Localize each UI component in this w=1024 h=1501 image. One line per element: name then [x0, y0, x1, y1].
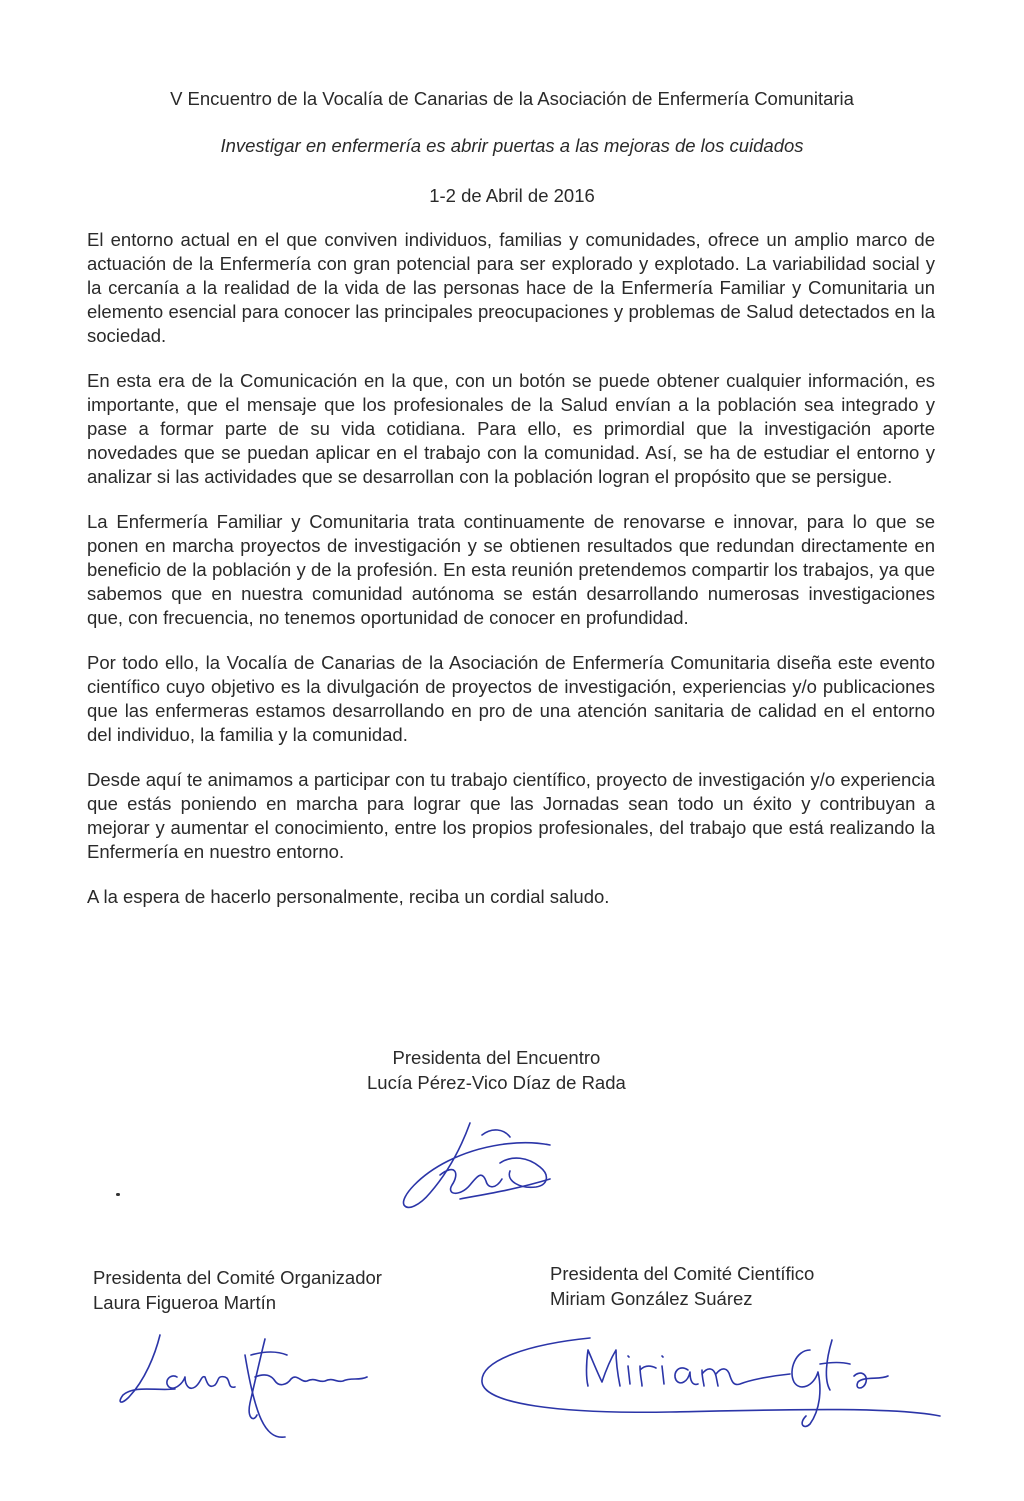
signature-president [400, 1115, 570, 1215]
signature-scientific [470, 1320, 950, 1435]
stray-mark [116, 1193, 120, 1196]
paragraph: Por todo ello, la Vocalía de Canarias de la Asociación de Enfermería Comunitaria diseña este evento científico cuyo objetivo es la divulgación de proyectos de investigación, experiencias y/o publicaciones que las enfermeras estamos desarrollando en pro de una atención sanitaria de calidad en el entorno del individuo, la familia y la comunidad. [87, 652, 935, 745]
letter-body [87, 228, 935, 930]
closing-line: A la espera de hacerlo personalmente, reciba un cordial saludo. [87, 886, 610, 907]
signature-block-scientific [550, 1261, 814, 1311]
event-subtitle: Investigar en enfermería es abrir puertas a las mejoras de los cuidados [220, 135, 804, 156]
signer-role: Presidenta del Encuentro [392, 1047, 601, 1068]
signer-role: Presidenta del Comité Científico [550, 1263, 815, 1284]
paragraph: Desde aquí te animamos a participar con tu trabajo científico, proyecto de investigación y/o experiencia que estás poniendo en marcha para lograr que las Jornadas sean todo un éxito y contribuyan a mejorar y aumentar el conocimiento, entre los propios profesionales, del trabajo que está realizando la Enfermería en nuestro entorno. [87, 769, 935, 862]
signature-block-organizing [93, 1265, 382, 1315]
paragraph: La Enfermería Familiar y Comunitaria trata continuamente de renovarse e innovar, para lo que se ponen en marcha proyectos de investigación y se obtienen resultados que redundan directamente en beneficio de la población y de la profesión. En esta reunión pretendemos compartir los trabajos, ya que sabemos que en nuestra comunidad autónoma se están desarrollando numerosas investigaciones que, con frecuencia, no tenemos oportunidad de conocer en profundidad. [87, 511, 935, 628]
signature-organizing [115, 1325, 385, 1445]
signature-block-president [367, 1045, 626, 1095]
paragraph: En esta era de la Comunicación en la que, con un botón se puede obtener cualquier información, es importante, que el mensaje que los profesionales de la Salud envían a la población sea integrado y pase a formar parte de su vida cotidiana. Para ello, es primordial que la investigación aporte novedades que se puedan aplicar en el trabajo con la comunidad. Así, se ha de estudiar el entorno y analizar si las actividades que se desarrollan con la población logran el propósito que se persigue. [87, 370, 935, 487]
signer-name: Laura Figueroa Martín [93, 1292, 277, 1313]
event-date: 1-2 de Abril de 2016 [429, 185, 595, 206]
event-title: V Encuentro de la Vocalía de Canarias de la Asociación de Enfermería Comunitaria [170, 88, 854, 109]
paragraph: El entorno actual en el que conviven individuos, familias y comunidades, ofrece un amplio marco de actuación de la Enfermería con gran potencial para ser explorado y explotado. La variabilidad social y la cercanía a la realidad de la vida de las personas hace de la Enfermería Familiar y Comunitaria un elemento esencial para conocer las principales preocupaciones y problemas de Salud detectados en la sociedad. [87, 229, 935, 346]
signer-role: Presidenta del Comité Organizador [93, 1267, 382, 1288]
signer-name: Miriam González Suárez [550, 1288, 753, 1309]
signer-name: Lucía Pérez-Vico Díaz de Rada [367, 1072, 626, 1093]
